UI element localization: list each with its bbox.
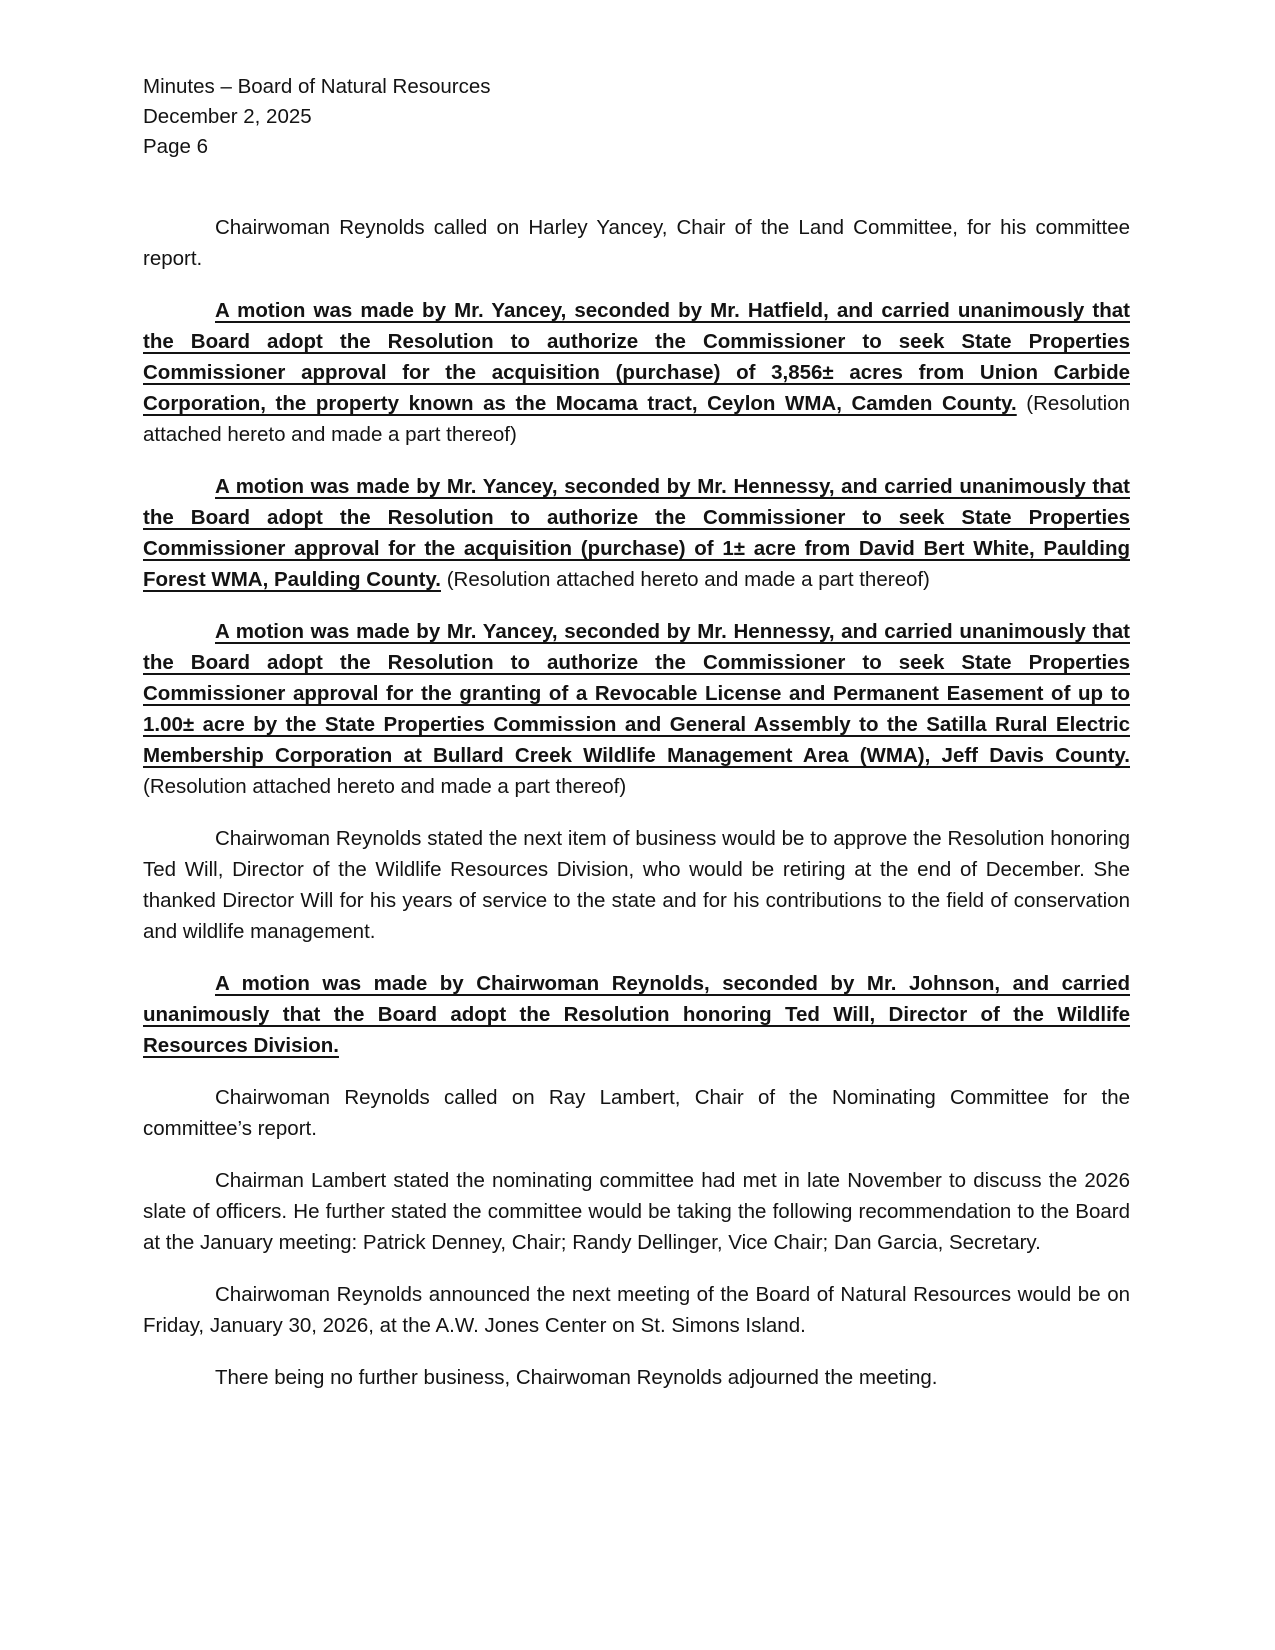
header-page-number: Page 6 — [143, 135, 208, 158]
document-header — [143, 72, 1130, 162]
resolution-note: (Resolution attached hereto and made a part thereof) — [143, 775, 627, 798]
resolution-note: (Resolution attached hereto and made a part thereof) — [441, 568, 930, 591]
resolution-note: (Resolution attached hereto and made a part thereof) — [143, 392, 1130, 446]
paragraph-nominating-report — [143, 1165, 1130, 1258]
paragraph-ted-will-resolution-intro — [143, 823, 1130, 947]
header-title: Minutes – Board of Natural Resources — [143, 75, 491, 98]
motion-text: A motion was made by Mr. Yancey, seconded by Mr. Hatfield, and carried unanimously that the Board adopt the Resolution to authorize the Commissioner to seek State Properties Commissioner approval for the acquisition (purchase) of 3,856± acres from Union Carbide Corporation, the property known as the Mocama tract, Ceylon WMA, Camden County. — [143, 299, 1130, 415]
text-run: Chairwoman Reynolds called on Harley Yancey, Chair of the Land Committee, for his committee report. — [143, 216, 1130, 270]
paragraph-motion-mocama — [143, 295, 1130, 450]
motion-text: A motion was made by Chairwoman Reynolds, seconded by Mr. Johnson, and carried unanimously that the Board adopt the Resolution honoring Ted Will, Director of the Wildlife Resources Division. — [143, 972, 1130, 1057]
text-run: Chairman Lambert stated the nominating committee had met in late November to discuss the 2026 slate of officers. He further stated the committee would be taking the following recommendation to the Board at the January meeting: Patrick Denney, Chair; Randy Dellinger, Vice Chair; Dan Garcia, Secretary. — [143, 1169, 1130, 1254]
paragraph-motion-ted-will — [143, 968, 1130, 1061]
text-run: Chairwoman Reynolds announced the next meeting of the Board of Natural Resources would be on Friday, January 30, 2026, at the A.W. Jones Center on St. Simons Island. — [143, 1283, 1130, 1337]
text-run: Chairwoman Reynolds called on Ray Lambert, Chair of the Nominating Committee for the committee’s report. — [143, 1086, 1130, 1140]
paragraph-land-committee-intro — [143, 212, 1130, 274]
text-run: Chairwoman Reynolds stated the next item of business would be to approve the Resolution honoring Ted Will, Director of the Wildlife Resources Division, who would be retiring at the end of December. She thanked Director Will for his years of service to the state and for his contributions to the field of conservation and wildlife management. — [143, 827, 1130, 943]
text-run: There being no further business, Chairwoman Reynolds adjourned the meeting. — [215, 1366, 938, 1389]
paragraph-nominating-committee-intro — [143, 1082, 1130, 1144]
paragraph-next-meeting — [143, 1279, 1130, 1341]
paragraph-motion-bullard-creek — [143, 616, 1130, 802]
motion-text: A motion was made by Mr. Yancey, seconded by Mr. Hennessy, and carried unanimously that the Board adopt the Resolution to authorize the Commissioner to seek State Properties Commissioner approval for the granting of a Revocable License and Permanent Easement of up to 1.00± acre by the State Properties Commission and General Assembly to the Satilla Rural Electric Membership Corporation at Bullard Creek Wildlife Management Area (WMA), Jeff Davis County. — [143, 620, 1130, 767]
header-date: December 2, 2025 — [143, 105, 312, 128]
paragraph-adjournment — [143, 1362, 1130, 1393]
paragraph-motion-paulding — [143, 471, 1130, 595]
motion-text: A motion was made by Mr. Yancey, seconded by Mr. Hennessy, and carried unanimously that the Board adopt the Resolution to authorize the Commissioner to seek State Properties Commissioner approval for the acquisition (purchase) of 1± acre from David Bert White, Paulding Forest WMA, Paulding County. — [143, 475, 1130, 591]
